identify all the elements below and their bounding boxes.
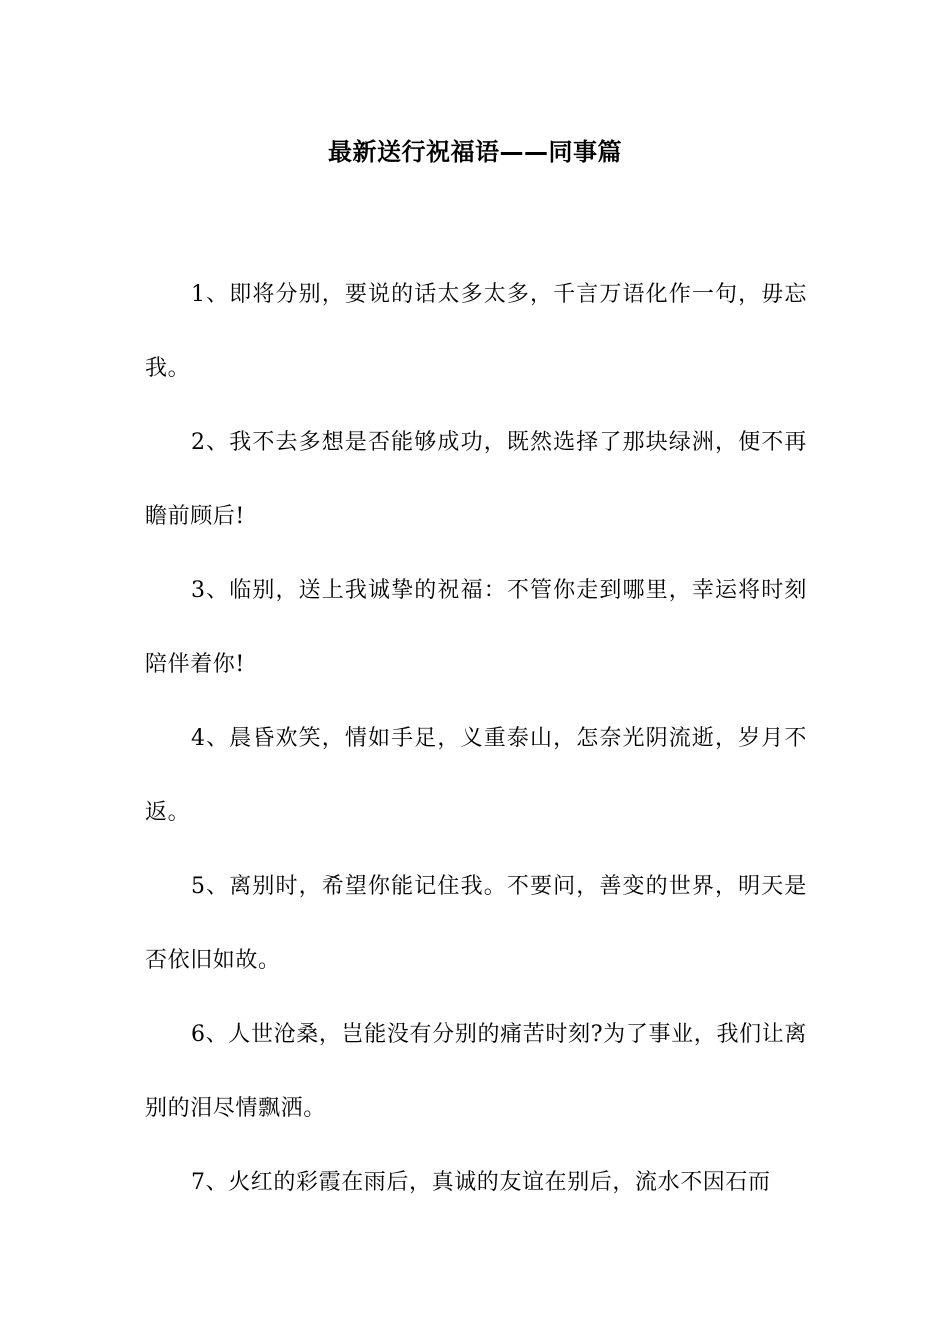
- paragraph-2: 2、我不去多想是否能够成功，既然选择了那块绿洲，便不再瞻前顾后!: [145, 430, 807, 529]
- paragraph-5: 5、离别时，希望你能记住我。不要问，善变的世界，明天是否依旧如故。: [145, 874, 807, 973]
- document-body: [145, 258, 807, 1220]
- paragraph-3: 3、临别，送上我诚挚的祝福：不管你走到哪里，幸运将时刻陪伴着你!: [145, 578, 807, 677]
- paragraph-6: 6、人世沧桑，岂能没有分别的痛苦时刻?为了事业，我们让离别的泪尽情飘洒。: [145, 1022, 807, 1121]
- paragraph-7: 7、火红的彩霞在雨后，真诚的友谊在别后，流水不因石而: [191, 1170, 771, 1195]
- paragraph-1: 1、即将分别，要说的话太多太多，千言万语化作一句，毋忘我。: [145, 282, 807, 381]
- document-title: 最新送行祝福语——同事篇: [328, 138, 622, 166]
- paragraph-4: 4、晨昏欢笑，情如手足，义重泰山，怎奈光阴流逝，岁月不返。: [145, 726, 807, 825]
